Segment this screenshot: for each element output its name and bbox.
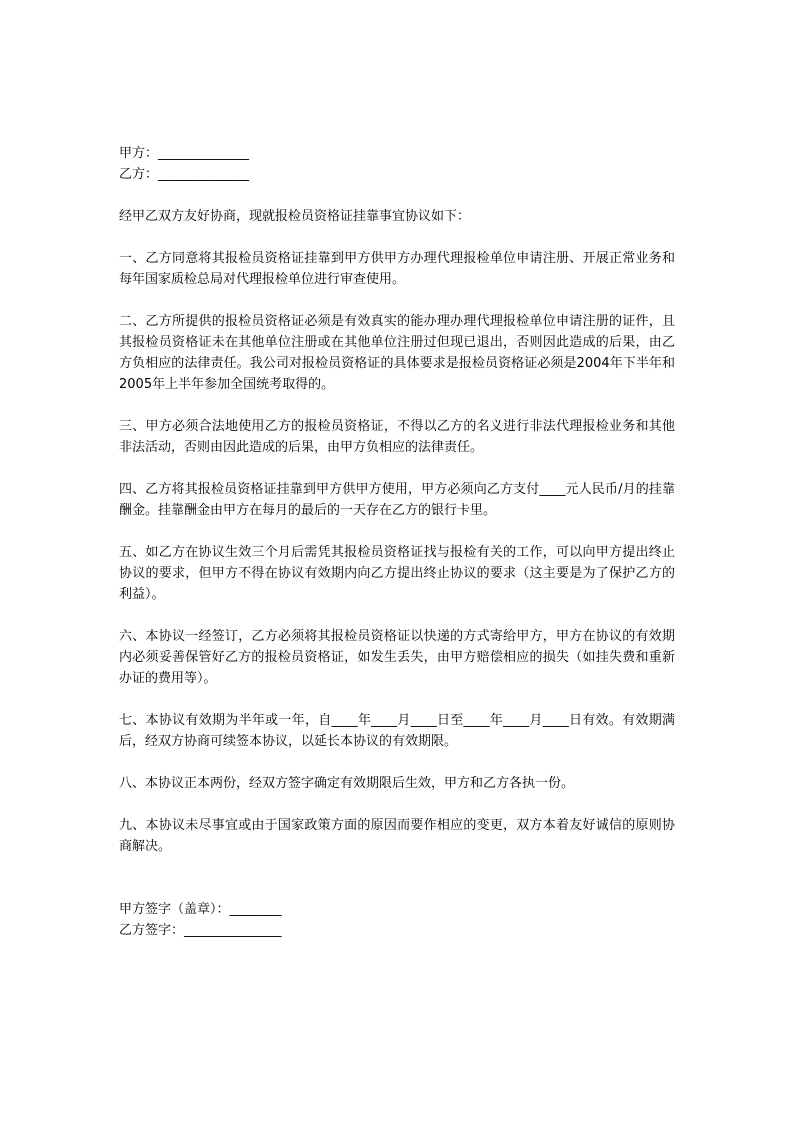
spacer [119, 227, 675, 248]
clause-8: 八、本协议正本两份，经双方签字确定有效期限后生效，甲方和乙方各执一份。 [119, 776, 575, 791]
clause-3: 三、甲方必须合法地使用乙方的报检员资格证，不得以乙方的名义进行非法代理报检业务和其他非法活动，否则由因此造成的后果，由甲方负相应的法律责任。 [119, 419, 675, 455]
party-a-line: 甲方：______________ [119, 146, 250, 161]
party-b-signature-line: 乙方签字：_______________ [119, 923, 282, 938]
clause-1: 一、乙方同意将其报检员资格证挂靠到甲方供甲方办理代理报检单位申请注册、开展正常业务和每年国家质检总局对代理报检单位进行审查使用。 [119, 251, 675, 287]
spacer [119, 752, 675, 773]
clause-5: 五、如乙方在协议生效三个月后需凭其报检员资格证找与报检有关的工作，可以向甲方提出终止协议的要求，但甲方不得在协议有效期内向乙方提出终止协议的要求（这主要是为了保护乙方的利益）。 [119, 545, 675, 602]
clause-2: 二、乙方所提供的报检员资格证必须是有效真实的能办理办理代理报检单位申请注册的证件，且其报检员资格证未在其他单位注册或在其他单位注册过但现已退出，否则因此造成的后果，由乙方负相应的法律责任。我公司对报检员资格证的具体要求是报检员资格证必须是2004年下半年和2005年上半年参加全国统考取得的。 [119, 314, 675, 392]
spacer [119, 794, 675, 815]
spacer [119, 290, 675, 311]
party-a-signature-line: 甲方签字（盖章）：________ [119, 902, 282, 917]
clause-7: 七、本协议有效期为半年或一年，自____年____月____日至____年____月____日有效。有效期满后，经双方协商可续签本协议，以延长本协议的有效期限。 [119, 713, 675, 749]
intro-paragraph: 经甲乙双方友好协商，现就报检员资格证挂靠事宜协议如下： [119, 209, 471, 224]
spacer [119, 521, 675, 542]
clause-9: 九、本协议未尽事宜或由于国家政策方面的原因而要作相应的变更，双方本着友好诚信的原则协商解决。 [119, 818, 675, 854]
spacer [119, 689, 675, 710]
signature-block [119, 899, 675, 941]
spacer [119, 605, 675, 626]
spacer [119, 185, 675, 206]
clause-6: 六、本协议一经签订，乙方必须将其报检员资格证以快递的方式寄给甲方，甲方在协议的有效期内必须妥善保管好乙方的报检员资格证，如发生丢失，由甲方赔偿相应的损失（如挂失费和重新办证的费用等）。 [119, 629, 675, 686]
clause-4: 四、乙方将其报检员资格证挂靠到甲方供甲方使用，甲方必须向乙方支付____元人民币/月的挂靠酬金。挂靠酬金由甲方在每月的最后的一天存在乙方的银行卡里。 [119, 482, 675, 518]
agreement-document [119, 143, 675, 941]
spacer [119, 395, 675, 416]
spacer [119, 458, 675, 479]
party-b-line: 乙方：______________ [119, 167, 250, 182]
